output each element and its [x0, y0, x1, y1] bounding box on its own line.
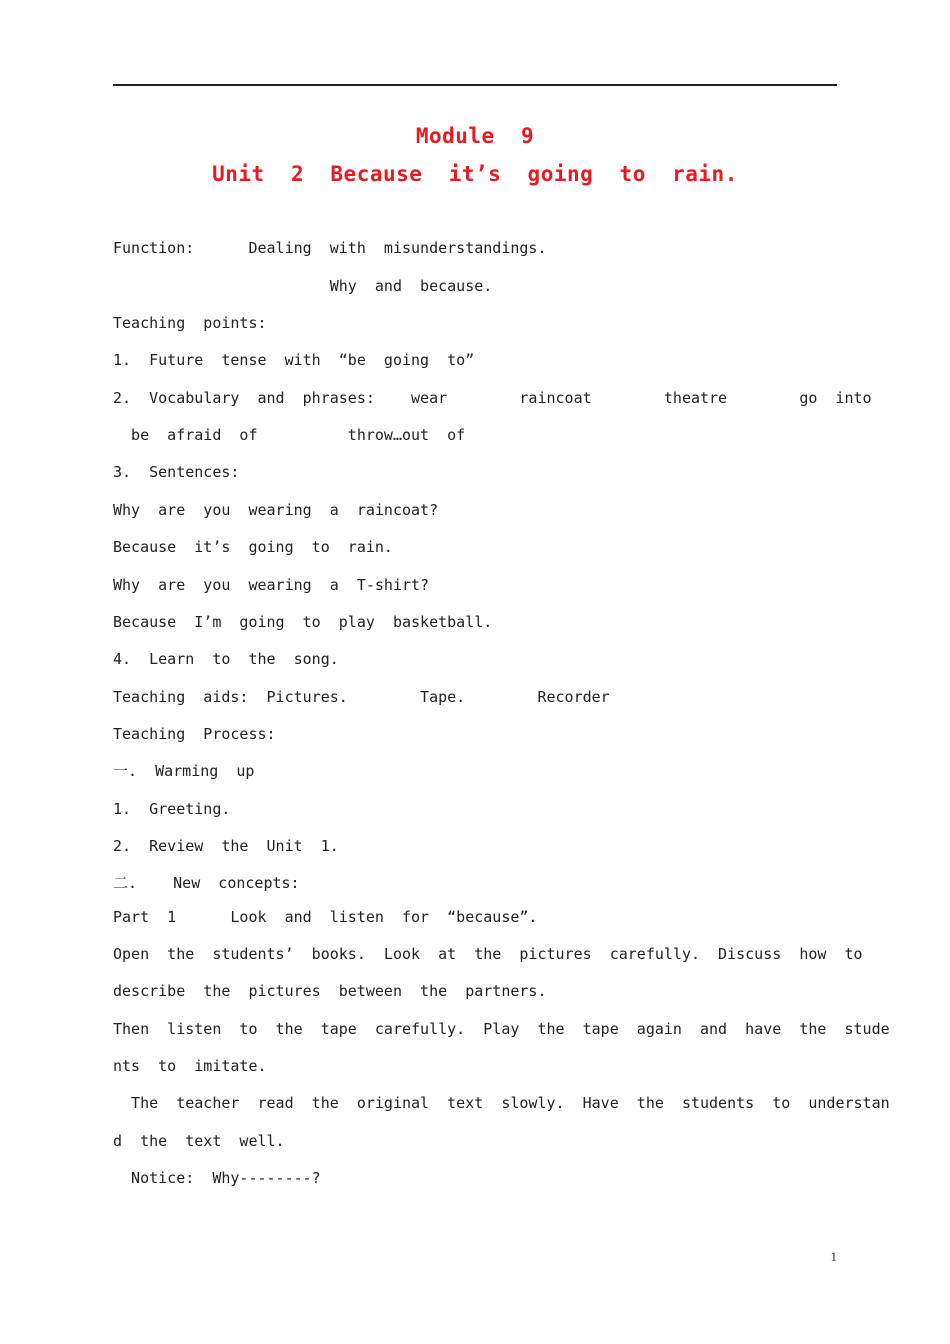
paragraph-1-line-1: Open the students’ books. Look at the pictures carefully. Discuss how to	[113, 945, 863, 963]
sentence-2: Because it’s going to rain.	[113, 538, 393, 556]
page-number: 1	[830, 1249, 837, 1264]
point-2-cont: be afraid of throw…out of	[113, 426, 466, 444]
function-line-2: Why and because.	[113, 277, 493, 295]
warming-up-heading: 一. Warming up	[113, 762, 255, 780]
point-3: 3. Sentences:	[113, 463, 240, 481]
header-rule	[113, 84, 837, 86]
teaching-points-heading: Teaching points:	[113, 314, 267, 332]
point-2: 2. Vocabulary and phrases: wear raincoat theatre go into	[113, 389, 872, 407]
step-review: 2. Review the Unit 1.	[113, 837, 339, 855]
function-line: Function: Dealing with misunderstandings.	[113, 239, 547, 257]
new-concepts-heading: 二. New concepts:	[113, 874, 300, 892]
paragraph-2-line-1: Then listen to the tape carefully. Play the tape again and have the stude	[113, 1020, 890, 1038]
step-greeting: 1. Greeting.	[113, 800, 231, 818]
sentence-3: Why are you wearing a T-shirt?	[113, 576, 430, 594]
paragraph-3-line-2: d the text well.	[113, 1132, 285, 1150]
point-1: 1. Future tense with “be going to”	[113, 351, 475, 369]
point-4: 4. Learn to the song.	[113, 650, 339, 668]
sentence-4: Because I’m going to play basketball.	[113, 613, 493, 631]
sentence-1: Why are you wearing a raincoat?	[113, 501, 439, 519]
teaching-process-heading: Teaching Process:	[113, 725, 276, 743]
paragraph-2-line-2: nts to imitate.	[113, 1057, 267, 1075]
paragraph-1-line-2: describe the pictures between the partners.	[113, 982, 547, 1000]
notice-line: Notice: Why--------?	[113, 1169, 321, 1187]
module-title: Module 9	[415, 124, 535, 148]
teaching-aids: Teaching aids: Pictures. Tape. Recorder	[113, 688, 610, 706]
part-1-heading: Part 1 Look and listen for “because”.	[113, 908, 538, 926]
unit-title: Unit 2 Because it’s going to rain.	[212, 162, 738, 186]
paragraph-3-line-1: The teacher read the original text slowly. Have the students to understan	[113, 1094, 890, 1112]
